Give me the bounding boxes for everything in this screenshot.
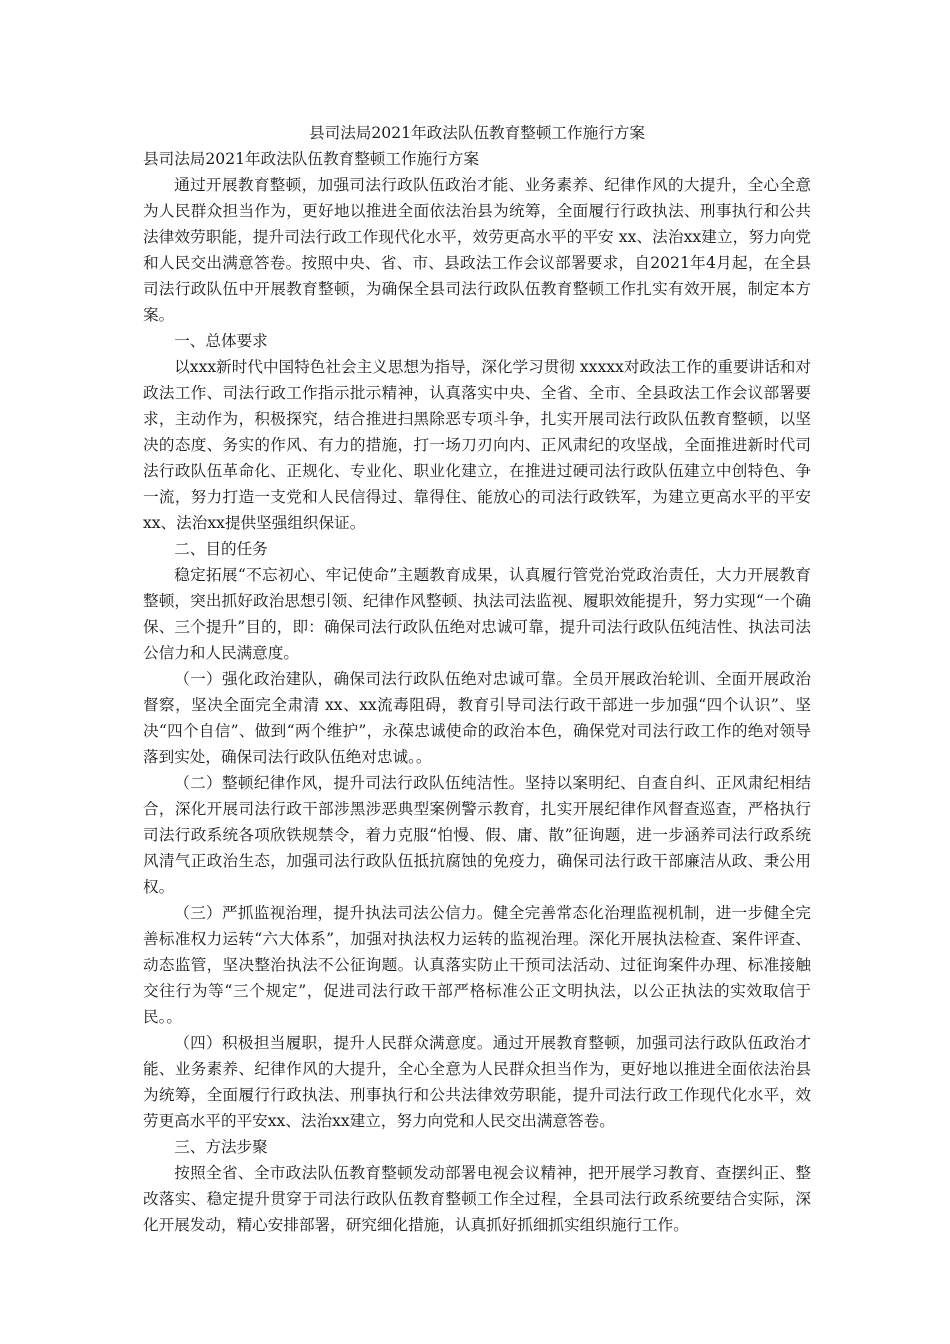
- document-title: 县司法局2021年政法队伍教育整顿工作施行方案: [309, 124, 645, 142]
- document-body: [143, 120, 811, 1238]
- section-heading-goals-tasks: 二、目的任务: [174, 540, 268, 558]
- section-body-overall-requirements: 以xxx新时代中国特色社会主义思想为指导，深化学习贯彻 xxxxx对政法工作的重要讲话和对政法工作、司法行政工作指示批示精神，认真落实中央、全省、全市、全县政法工作会议部署要求，主动作为，积极探究，结合推进扫黑除恶专项斗争，扎实开展司法行政队伍教育整顿，以坚决的态度、务实的作风、有力的措施，打一场刀刃向内、正风肃纪的攻坚战，全面推进新时代司法行政队伍革命化、正规化、专业化、职业化建立，在推进过硬司法行政队伍建立中创特色、争一流，努力打造一支党和人民信得过、靠得住、能放心的司法行政铁军，为建立更高水平的平安xx、法治xx提供坚强组织保证。: [143, 358, 811, 532]
- task-item-1: （一）强化政治建队，确保司法行政队伍绝对忠诚可靠。全员开展政治轮训、全面开展政治督察，坚决全面完全肃清 xx、xx流毒阻碍，教育引导司法行政干部进一步加强“四个认识”、坚决“四个自信”、做到“两个维护”，永葆忠诚使命的政治本色，确保党对司法行政工作的绝对领导落到实处，确保司法行政队伍绝对忠诚。。: [143, 670, 811, 766]
- document-subtitle: 县司法局2021年政法队伍教育整顿工作施行方案: [143, 150, 479, 168]
- task-item-3: （三）严抓监视治理，提升执法司法公信力。健全完善常态化治理监视机制，进一步健全完善标准权力运转“六大体系”，加强对执法权力运转的监视治理。深化开展执法检查、案件评查、动态监管，坚决整治执法不公征询题。认真落实防止干预司法活动、过征询案件办理、标准接触交往行为等“三个规定”，促进司法行政干部严格标准公正文明执法，以公正执法的实效取信于民。。: [143, 904, 811, 1026]
- section-body-method-steps: 按照全省、全市政法队伍教育整顿发动部署电视会议精神，把开展学习教育、查摆纠正、整改落实、稳定提升贯穿于司法行政队伍教育整顿工作全过程，全县司法行政系统要结合实际，深化开展发动，精心安排部署，研究细化措施，认真抓好抓细抓实组织施行工作。: [143, 1164, 811, 1234]
- section-heading-overall-requirements: 一、总体要求: [174, 332, 268, 350]
- section-heading-method-steps: 三、方法步聚: [174, 1138, 268, 1156]
- intro-paragraph: 通过开展教育整顿，加强司法行政队伍政治才能、业务素养、纪律作风的大提升，全心全意为人民群众担当作为，更好地以推进全面依法治县为统筹，全面履行行政执法、刑事执行和公共法律效劳职能，提升司法行政工作现代化水平，效劳更高水平的平安 xx、法治xx建立，努力向党和人民交出满意答卷。按照中央、省、市、县政法工作会议部署要求，自2021年4月起，在全县司法行政队伍中开展教育整顿，为确保全县司法行政队伍教育整顿工作扎实有效开展，制定本方案。: [143, 176, 811, 324]
- section-body-goals-tasks: 稳定拓展“不忘初心、牢记使命”主题教育成果，认真履行管党治党政治责任，大力开展教育整顿，突出抓好政治思想引领、纪律作风整顿、执法司法监视、履职效能提升，努力实现“一个确保、三个提升”目的，即：确保司法行政队伍绝对忠诚可靠，提升司法行政队伍纯洁性、执法司法公信力和人民满意度。: [143, 566, 811, 662]
- task-item-2: （二）整顿纪律作风，提升司法行政队伍纯洁性。坚持以案明纪、自查自纠、正风肃纪相结合，深化开展司法行政干部涉黑涉恶典型案例警示教育，扎实开展纪律作风督查巡查，严格执行司法行政系统各项欣铁规禁令，着力克服“怕慢、假、庸、散”征询题，进一步涵养司法行政系统风清气正政治生态，加强司法行政队伍抵抗腐蚀的免疫力，确保司法行政干部廉洁从政、秉公用权。: [143, 774, 811, 896]
- task-item-4: （四）积极担当履职，提升人民群众满意度。通过开展教育整顿，加强司法行政队伍政治才能、业务素养、纪律作风的大提升，全心全意为人民群众担当作为，更好地以推进全面依法治县为统筹，全面履行行政执法、刑事执行和公共法律效劳职能，提升司法行政工作现代化水平，效劳更高水平的平安xx、法治xx建立，努力向党和人民交出满意答卷。: [143, 1034, 811, 1130]
